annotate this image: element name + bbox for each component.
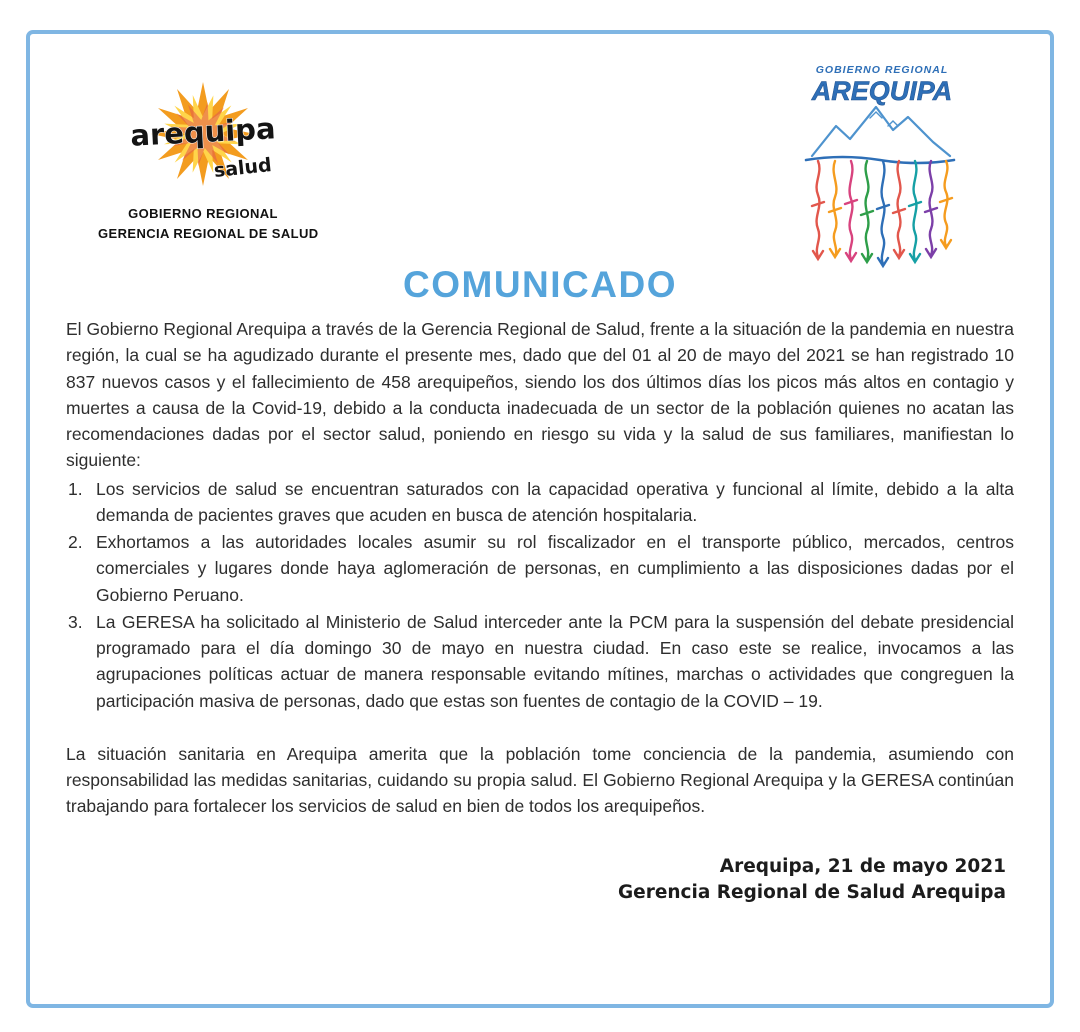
right-logo-line2: AREQUIPA	[811, 76, 953, 106]
list-item-text: Exhortamos a las autoridades locales asumir su rol fiscalizador en el transporte público, mercados, centros comerciales y lugares donde haya aglomeración de personas, en cumplimiento a las disposiciones dadas por el Gobierno Peruano.	[96, 532, 1014, 605]
sun-icon	[103, 80, 303, 198]
list-item-number: 3.	[68, 611, 83, 632]
list-item	[66, 609, 1014, 714]
signature-block	[66, 854, 1014, 908]
org-name-block	[98, 204, 319, 244]
gobierno-regional-arequipa-logo	[790, 60, 970, 278]
numbered-list	[66, 476, 1014, 714]
page-title: COMUNICADO	[403, 264, 677, 305]
mountain-ribbons-icon	[790, 60, 970, 278]
right-logo-line1: GOBIERNO REGIONAL	[815, 64, 949, 76]
logo-brand-text: arequipa	[129, 111, 277, 153]
page-border-frame	[26, 30, 1054, 1008]
arequipa-salud-logo	[98, 80, 319, 244]
header	[66, 60, 1014, 278]
signature-org: Gerencia Regional de Salud Arequipa	[617, 882, 1006, 904]
list-item-text: Los servicios de salud se encuentran saturados con la capacidad operativa y funcional al límite, debido a la alta demanda de pacientes graves que acuden en busca de atención hospitalaria.	[96, 478, 1014, 525]
intro-paragraph: El Gobierno Regional Arequipa a través de la Gerencia Regional de Salud, frente a la situación de la pandemia en nuestra región, la cual se ha agudizado durante el presente mes, dado que del 01 al 20 de mayo del 2021 se han registrado 10 837 nuevos casos y el fallecimiento de 458 arequipeños, siendo los dos últimos días los picos más altos en contagio y muertes a causa de la Covid-19, debido a la conducta inadecuada de un sector de la población quienes no acatan las recomendaciones dadas por el sector salud, poniendo en riesgo su vida y la salud de sus familiares, manifiestan lo siguiente:	[66, 319, 1014, 471]
list-item-text: La GERESA ha solicitado al Ministerio de Salud interceder ante la PCM para la suspensión del debate presidencial programado para el día domingo 30 de mayo en nuestra ciudad. En caso este se realice, invocamos a las agrupaciones políticas actuar de manera responsable evitando mítines, marchas o actividades que congreguen la participación masiva de personas, dado que estas son fuentes de contagio de la COVID – 19.	[96, 611, 1014, 711]
signature-date: Arequipa, 21 de mayo 2021	[719, 855, 1006, 877]
org-line-2: GERENCIA REGIONAL DE SALUD	[98, 226, 319, 242]
list-item-number: 1.	[68, 478, 83, 499]
list-item	[66, 529, 1014, 608]
list-item	[66, 476, 1014, 529]
org-line-1: GOBIERNO REGIONAL	[128, 206, 278, 221]
list-item-number: 2.	[68, 532, 83, 552]
logo-salud-text: salud	[212, 154, 273, 182]
closing-paragraph: La situación sanitaria en Arequipa amerita que la población tome conciencia de la pandemia, asumiendo con responsabilidad las medidas sanitarias, cuidando su propia salud. El Gobierno Regional Arequipa y la GERESA continúan trabajando para fortalecer los servicios de salud en bien de todos los arequipeños.	[66, 743, 1014, 817]
